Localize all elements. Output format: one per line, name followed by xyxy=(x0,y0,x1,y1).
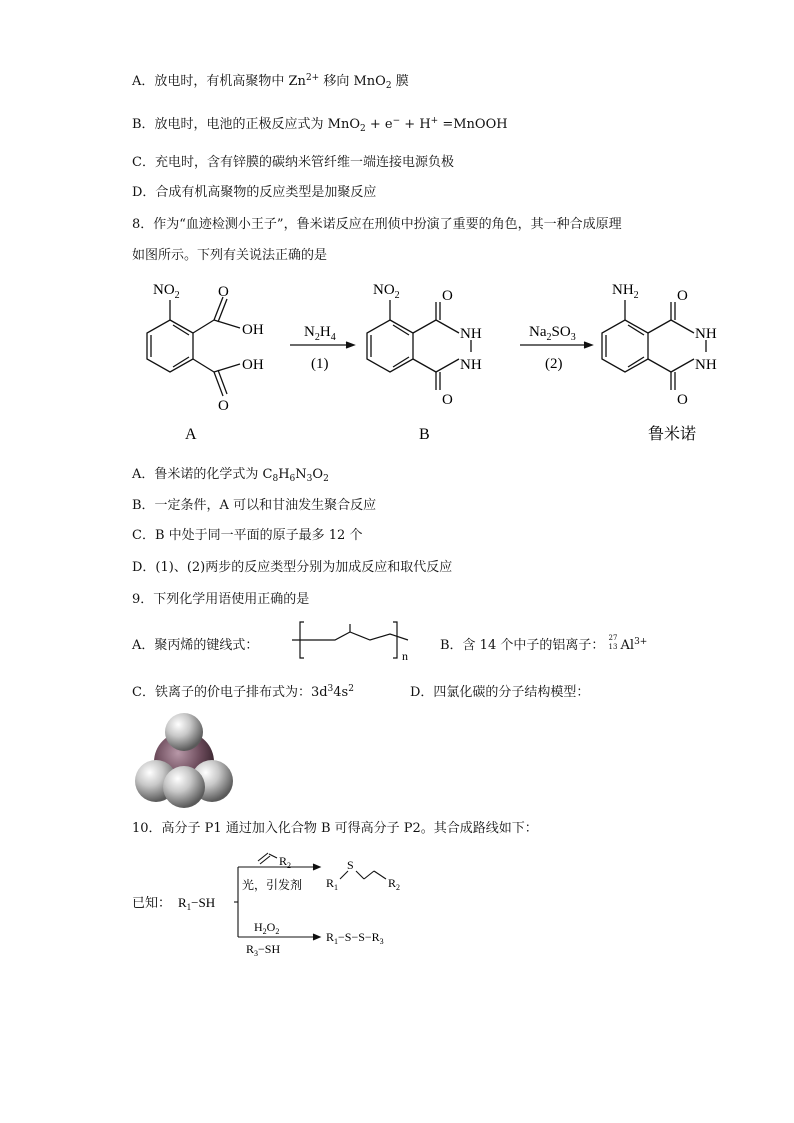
b-carbonyl-o-top: O xyxy=(442,288,453,304)
step2-label: (2) xyxy=(545,356,563,372)
q7-option-b-mid: + e xyxy=(365,117,393,132)
q8-a-n: N xyxy=(295,467,307,482)
known-label: 已知： xyxy=(132,896,172,911)
product1-r1: $R_1$ xyxy=(326,876,339,892)
q9-option-c-text: C．铁离子的价电子排布式为：3d xyxy=(132,685,328,700)
aluminum-nuclide-numbers xyxy=(608,633,621,653)
q8-a-sub3: 3 xyxy=(306,474,313,484)
q8-a-sub2: 6 xyxy=(289,474,296,484)
q8-stem-line1: 8．作为“血迹检测小王子”，鲁米诺反应在刑侦中扮演了重要的角色，其一种合成原理 xyxy=(132,217,622,232)
r2-label: $R_2$ xyxy=(279,854,292,870)
q7-option-a-mid: 移向 MnO xyxy=(319,74,386,89)
q7-option-b-mid2: + H xyxy=(400,117,431,132)
q8-stem-line2: 如图所示。下列有关说法正确的是 xyxy=(132,248,328,263)
q9-option-d: D．四氯化碳的分子结构模型： xyxy=(410,685,590,700)
q8-option-d: D．(1)、(2)两步的反应类型分别为加成反应和取代反应 xyxy=(132,560,453,575)
q9-c-sup2: 2 xyxy=(348,684,354,694)
a-carbonyl-o-top: O xyxy=(218,284,229,300)
a-oh-bottom: OH xyxy=(242,357,264,373)
luminol-carbonyl-o-top: O xyxy=(677,288,688,304)
molecule-a-label: A xyxy=(185,426,197,443)
q7-option-b-sup1: − xyxy=(392,116,401,126)
product1-r2: $R_2$ xyxy=(388,876,401,892)
q9-c-4s: 4s xyxy=(333,685,349,700)
q8-option-a xyxy=(132,463,329,484)
reagent2-na2so3: $Na_2SO_3$ xyxy=(529,324,576,343)
luminol-nh-top: NH xyxy=(695,326,717,342)
polypropylene-skeletal-formula xyxy=(290,618,435,666)
q8-a-sub4: 2 xyxy=(323,474,329,484)
q9-stem: 9．下列化学用语使用正确的是 xyxy=(132,592,310,607)
b-nh-top: NH xyxy=(460,326,482,342)
luminol-label: 鲁米诺 xyxy=(648,424,697,443)
molecule-b-label: B xyxy=(419,426,430,443)
product2-disulfide: $R_1-S-S-R_3$ xyxy=(326,930,384,946)
luminol-nh2-label: $NH_2$ xyxy=(612,282,639,301)
q8-option-a-text: A．鲁米诺的化学式为 C xyxy=(132,467,273,482)
q7-option-b-post: =MnOOH xyxy=(438,117,508,132)
q8-a-sub1: 8 xyxy=(272,474,279,484)
b-carbonyl-o-bottom: O xyxy=(442,392,453,408)
q7-option-a xyxy=(132,70,409,91)
al-charge: 3+ xyxy=(634,637,648,647)
a-oh-top: OH xyxy=(242,322,264,338)
h2o2-label: $H_2O_2$ xyxy=(254,920,280,936)
step1-label: (1) xyxy=(311,356,329,372)
q9-option-b xyxy=(440,634,647,653)
q7-option-a-sub: 2 xyxy=(385,81,392,91)
al-mass-number: 27 xyxy=(608,633,618,642)
b-no2-label: $NO_2$ xyxy=(373,282,400,301)
q7-option-b-sub: 2 xyxy=(360,124,366,134)
q8-a-o: O xyxy=(312,467,324,482)
q8-option-c: C．B 中处于同一平面的原子最多 12 个 xyxy=(132,528,363,543)
q8-option-b: B．一定条件，A 可以和甘油发生聚合反应 xyxy=(132,498,377,513)
a-no2-label: $NO_2$ xyxy=(153,282,180,301)
q7-option-b-text: B．放电时，电池的正极反应式为 MnO xyxy=(132,117,361,132)
condition-light-initiator: 光，引发剂 xyxy=(242,878,303,892)
q9-option-b-text: B．含 14 个中子的铝离子： xyxy=(440,638,605,653)
q10-stem: 10．高分子 P1 通过加入化合物 B 可得高分子 P2。其合成路线如下： xyxy=(132,821,538,836)
al-atomic-number: 13 xyxy=(608,642,618,651)
r3sh-label: $R_3-SH$ xyxy=(246,942,281,958)
q10-known-reactions xyxy=(130,845,430,960)
reagent1-n2h4: $N_2H_4$ xyxy=(304,324,336,343)
q7-option-d: D．合成有机高聚物的反应类型是加聚反应 xyxy=(132,185,377,200)
q7-option-a-post: 膜 xyxy=(391,74,409,89)
al-symbol: Al xyxy=(620,638,635,653)
a-carbonyl-o-bottom: O xyxy=(218,398,229,414)
ccl4-space-filling-model xyxy=(132,708,237,813)
luminol-carbonyl-o-bottom: O xyxy=(677,392,688,408)
q7-option-a-sup: 2+ xyxy=(305,73,320,83)
q7-option-b xyxy=(132,113,508,134)
luminol-nh-bottom: NH xyxy=(695,357,717,373)
q7-option-c: C．充电时，含有锌膜的碳纳米管纤维一端连接电源负极 xyxy=(132,155,454,170)
q9-option-c xyxy=(132,681,354,700)
q9-c-sup1: 3 xyxy=(327,684,334,694)
q9-option-a: A．聚丙烯的键线式： xyxy=(132,638,259,653)
q7-option-b-sup2: + xyxy=(430,116,439,126)
q7-option-a-text: A．放电时，有机高聚物中 Zn xyxy=(132,74,306,89)
reactant-r1sh: $R_1-SH$ xyxy=(178,895,216,912)
polymer-n: n xyxy=(402,649,408,663)
q8-a-h: H xyxy=(278,467,290,482)
q8-reaction-scheme xyxy=(120,272,760,457)
b-nh-bottom: NH xyxy=(460,357,482,373)
product1-s: S xyxy=(347,858,354,872)
